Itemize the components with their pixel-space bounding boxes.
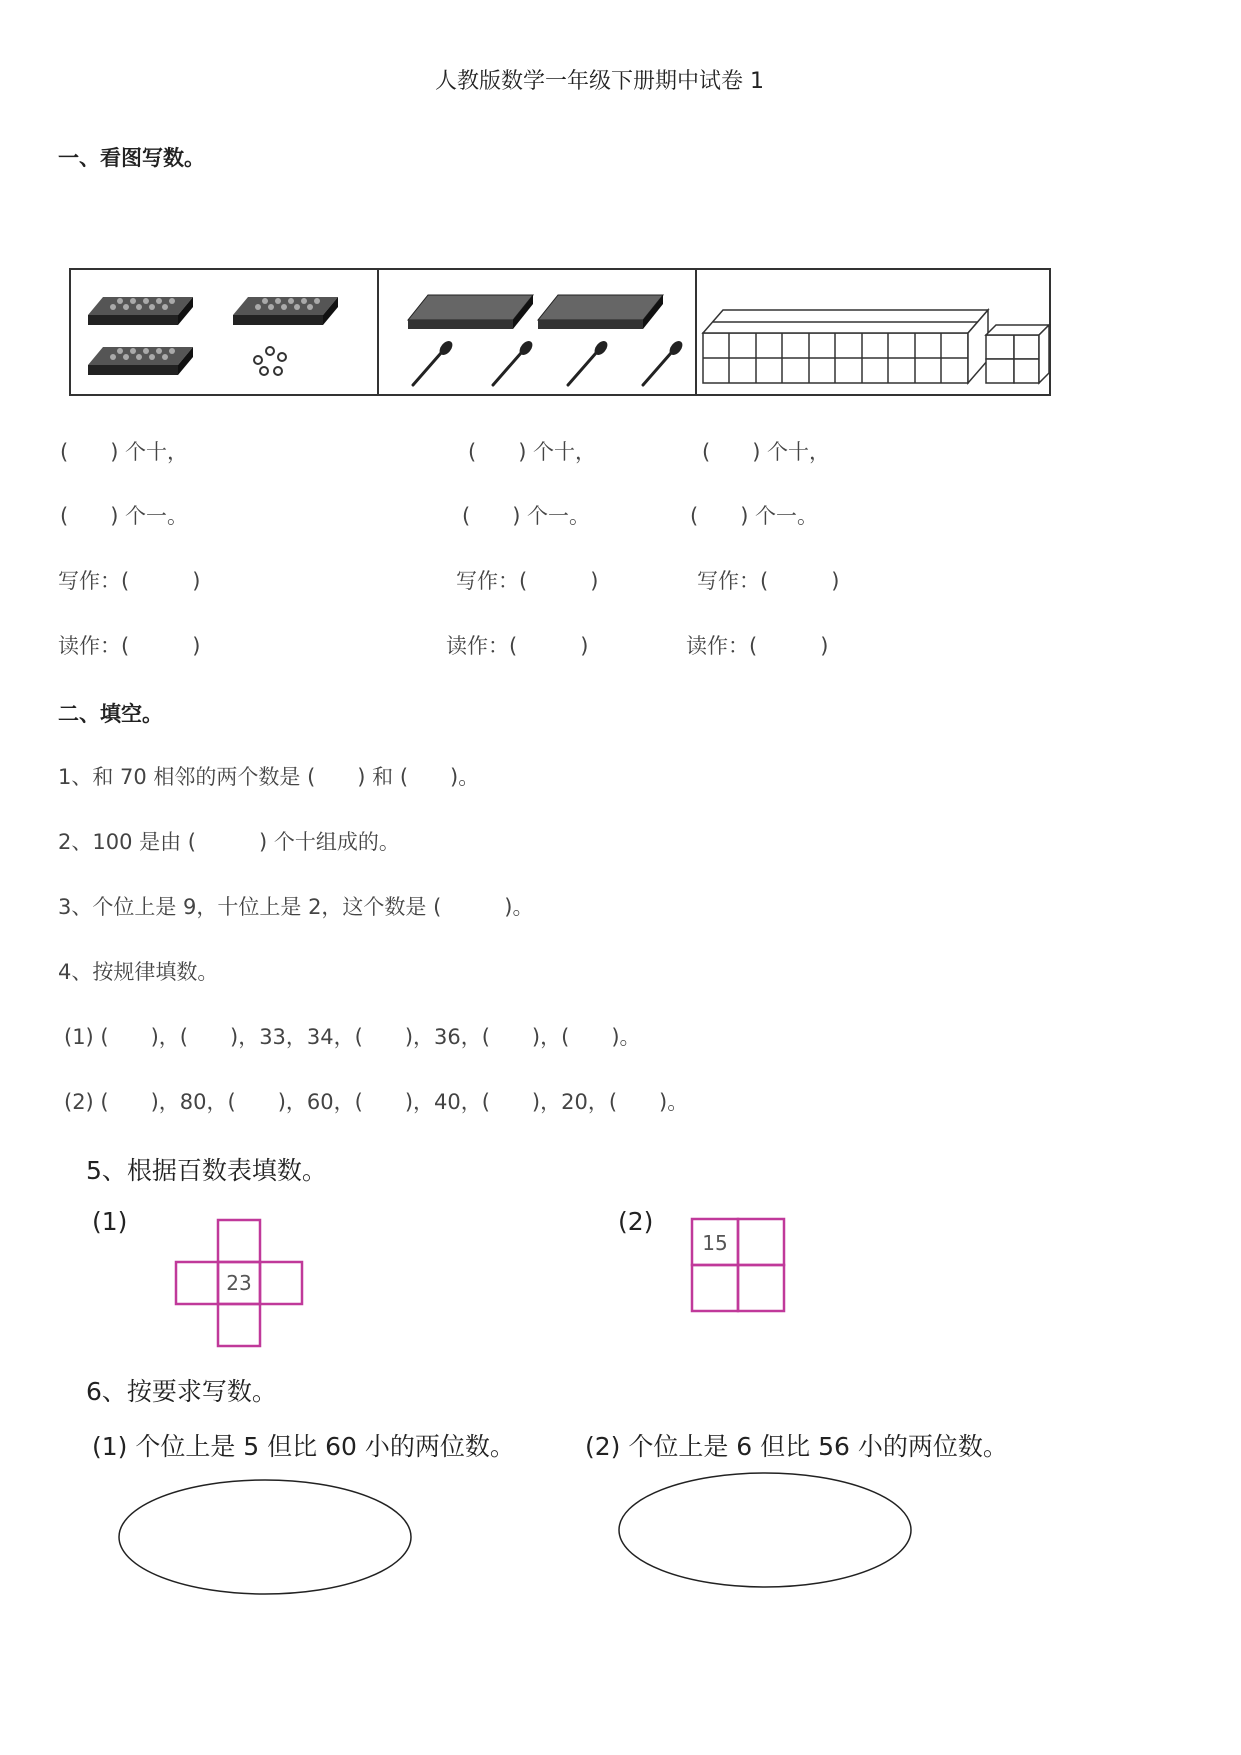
question-5-label-2: (2) <box>618 1207 654 1236</box>
col1-write: 写作：( ) <box>58 569 201 593</box>
question-5: 5、根据百数表填数。 <box>86 1156 327 1185</box>
square-top-left-value: 15 <box>702 1231 728 1255</box>
question-6-part-1: (1) 个位上是 5 但比 60 小的两位数。 <box>92 1432 515 1461</box>
col1-tens: ( ) 个十， <box>60 440 189 464</box>
col1-read: 读作：( ) <box>58 634 201 658</box>
section-1-heading: 一、看图写数。 <box>58 146 205 170</box>
small-cubes-icon <box>986 325 1049 383</box>
question-5-label-1: (1) <box>92 1207 128 1236</box>
tablet-icon <box>408 295 533 329</box>
col2-read: 读作：( ) <box>446 634 589 658</box>
question-4: 4、按规律填数。 <box>58 960 219 984</box>
question-6: 6、按要求写数。 <box>86 1377 277 1406</box>
question-1: 1、和 70 相邻的两个数是 ( ) 和 ( )。 <box>58 765 480 789</box>
question-6-part-2: (2) 个位上是 6 但比 56 小的两位数。 <box>585 1432 1008 1461</box>
page-title: 人教版数学一年级下册期中试卷 1 <box>435 69 764 94</box>
col2-write: 写作：( ) <box>456 569 599 593</box>
col3-ones: ( ) 个一。 <box>690 504 819 528</box>
hundred-chart-square <box>688 1215 788 1315</box>
answer-ellipse-2[interactable] <box>615 1468 915 1593</box>
col3-tens: ( ) 个十， <box>702 440 831 464</box>
answer-ellipse-1[interactable] <box>115 1475 415 1600</box>
col3-read: 读作：( ) <box>686 634 829 658</box>
question-4-part-1: (1) ( )，( )，33，34，( )，36，( )，( )。 <box>64 1025 641 1049</box>
hundred-chart-cross <box>170 1215 310 1355</box>
ten-plate-icon <box>88 347 193 375</box>
ten-plate-icon <box>88 297 193 325</box>
question-4-part-2: (2) ( )，80，( )，60，( )，40，( )，20，( )。 <box>64 1090 689 1114</box>
col3-write: 写作：( ) <box>697 569 840 593</box>
col2-tens: ( ) 个十， <box>468 440 597 464</box>
col1-ones: ( ) 个一。 <box>60 504 189 528</box>
question-2: 2、100 是由 ( ) 个十组成的。 <box>58 830 400 854</box>
ten-plate-icon <box>233 297 338 325</box>
question-3: 3、个位上是 9，十位上是 2，这个数是 ( )。 <box>58 895 534 919</box>
section-2-heading: 二、填空。 <box>58 702 163 726</box>
cube-block-icon <box>703 310 988 383</box>
col2-ones: ( ) 个一。 <box>462 504 591 528</box>
cross-center-value: 23 <box>226 1271 252 1295</box>
tablet-icon <box>538 295 663 329</box>
counting-pictures <box>68 265 1053 405</box>
